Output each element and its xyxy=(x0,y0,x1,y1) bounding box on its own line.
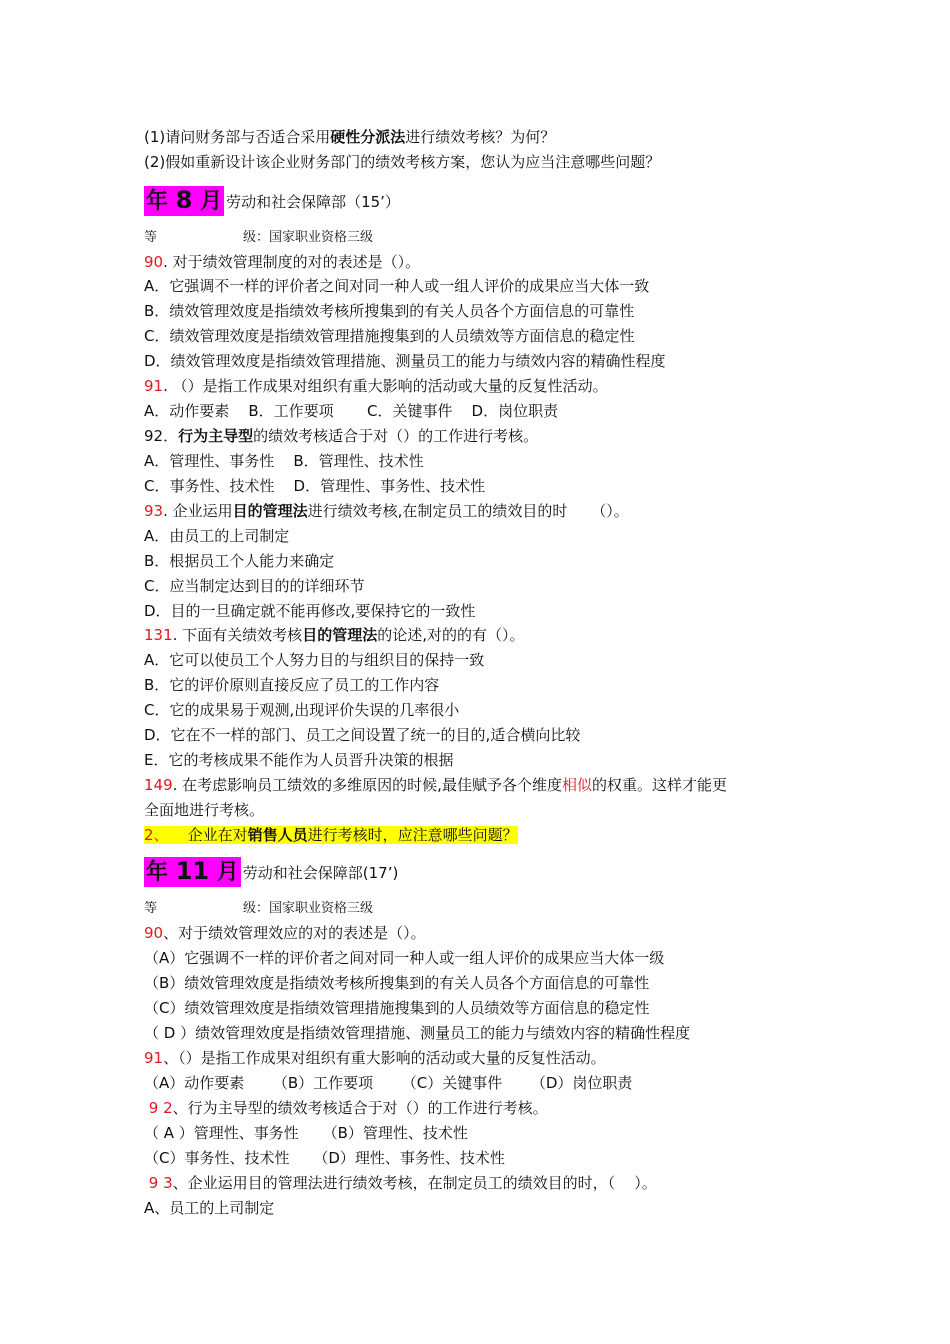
heading-highlight xyxy=(144,186,224,216)
question-149 xyxy=(144,774,727,796)
intro-question-2: (2)假如重新设计该企业财务部门的绩效考核方案，您认为应当注意哪些问题？ xyxy=(144,153,661,171)
heading-month: 月 xyxy=(216,860,239,885)
options-row: （A）动作要素 （B）工作要项 （C）关键事件 （D）岗位职责 xyxy=(144,1074,633,1092)
question-number: 91 xyxy=(144,1049,164,1067)
option-e: E．它的考核成果不能作为人员晋升决策的根据 xyxy=(144,751,454,769)
option-d: D．绩效管理效度是指绩效管理措施、测量员工的能力与绩效内容的精确性程度 xyxy=(144,352,666,370)
question-90 xyxy=(144,922,426,944)
question-text: 、行为主导型的绩效考核适合于对（）的工作进行考核。 xyxy=(172,1099,548,1117)
question-91 xyxy=(144,1047,606,1069)
question-text-end: 的论述,对的的有（）。 xyxy=(377,626,525,644)
heading-month: 月 xyxy=(200,189,223,214)
intro-q1-text: (1)请问财务部与否适合采用 xyxy=(144,128,331,146)
question-text: . 对于绩效管理制度的对的表述是（）。 xyxy=(163,253,421,271)
intro-q1-bold: 硬性分派法 xyxy=(330,128,406,146)
level-value: 级：国家职业资格三级 xyxy=(243,230,374,245)
section-heading-november xyxy=(144,857,398,887)
highlight-box xyxy=(144,826,518,844)
question-text: 、（）是指工作成果对组织有重大影响的活动或大量的反复性活动。 xyxy=(163,1049,606,1067)
option-c: C．它的成果易于观测,出现评价失误的几率很小 xyxy=(144,701,460,719)
level-value: 级：国家职业资格三级 xyxy=(243,901,374,916)
question-number: 131 xyxy=(144,626,173,644)
question-number: 93 xyxy=(144,502,164,520)
option-d: （ D ）绩效管理效度是指绩效管理措施、测量员工的能力与绩效内容的精确性程度 xyxy=(144,1024,691,1042)
option-a: A、员工的上司制定 xyxy=(144,1199,275,1217)
question-149-continuation: 全面地进行考核。 xyxy=(144,801,265,819)
question-text: 企业在对 xyxy=(168,826,248,844)
option-a: （A）它强调不一样的评价者之间对同一种人或一组人评价的成果应当大体一级 xyxy=(144,949,665,967)
heading-org: 劳动和社会保障部（15’） xyxy=(226,192,400,211)
question-93 xyxy=(144,500,629,522)
question-text-end: 的权重。这样才能更 xyxy=(591,776,727,794)
option-b: B．绩效管理效度是指绩效考核所搜集到的有关人员各个方面信息的可靠性 xyxy=(144,302,635,320)
heading-month-number: 8 xyxy=(175,186,193,214)
options-row: A．动作要素 B．工作要项 C．关键事件 D．岗位职责 xyxy=(144,402,559,420)
option-c: C．绩效管理效度是指绩效管理措施搜集到的人员绩效等方面信息的稳定性 xyxy=(144,327,635,345)
options-row: A．管理性、事务性 B．管理性、技术性 xyxy=(144,452,424,470)
question-93 xyxy=(144,1172,657,1194)
question-text: . 下面有关绩效考核 xyxy=(172,626,303,644)
heading-year: 年 xyxy=(146,860,169,885)
heading-month-number: 11 xyxy=(175,857,210,885)
question-bold: 销售人员 xyxy=(247,826,308,844)
option-b: （B）绩效管理效度是指绩效考核所搜集到的有关人员各个方面信息的可靠性 xyxy=(144,974,650,992)
question-bold: 目的管理法 xyxy=(302,626,378,644)
question-number: 9 3 xyxy=(144,1174,173,1192)
option-a: A．由员工的上司制定 xyxy=(144,527,290,545)
question-text: . 在考虑影响员工绩效的多维原因的时候,最佳赋予各个维度 xyxy=(172,776,562,794)
question-bold: 行为主导型 xyxy=(178,427,254,445)
question-92 xyxy=(144,425,538,447)
question-text: 、对于绩效管理效应的对的表述是（）。 xyxy=(163,924,426,942)
option-c: （C）绩效管理效度是指绩效管理措施搜集到的人员绩效等方面信息的稳定性 xyxy=(144,999,650,1017)
question-91 xyxy=(144,375,608,397)
question-number: 91 xyxy=(144,377,164,395)
question-number: 90 xyxy=(144,924,164,942)
question-number: 92． xyxy=(144,427,179,445)
question-92 xyxy=(144,1097,548,1119)
level-label: 等 xyxy=(144,230,158,245)
heading-org: 劳动和社会保障部(17’) xyxy=(242,863,399,882)
question-90 xyxy=(144,251,420,273)
question-number: 149 xyxy=(144,776,173,794)
intro-q1-text-end: 进行绩效考核？为何？ xyxy=(405,128,556,146)
heading-highlight xyxy=(144,857,241,887)
level-line xyxy=(144,227,373,249)
intro-question-1 xyxy=(144,126,555,148)
option-a: A．它可以使员工个人努力目的与组织目的保持一致 xyxy=(144,651,485,669)
question-text: 、企业运用目的管理法进行绩效考核，在制定员工的绩效目的时，（ ）。 xyxy=(172,1174,657,1192)
options-row: （C）事务性、技术性 （D）理性、事务性、技术性 xyxy=(144,1149,505,1167)
option-b: B．它的评价原则直接反应了员工的工作内容 xyxy=(144,676,440,694)
question-text-end: 进行考核时，应注意哪些问题？ xyxy=(307,826,518,844)
question-number: 90 xyxy=(144,253,164,271)
question-text-end: 进行绩效考核,在制定员工的绩效目的时 （）。 xyxy=(307,502,629,520)
options-row: （ A ）管理性、事务性 （B）管理性、技术性 xyxy=(144,1124,468,1142)
question-highlight-word: 相似 xyxy=(561,776,592,794)
option-d: D．它在不一样的部门、员工之间设置了统一的目的,适合横向比较 xyxy=(144,726,581,744)
question-text: . （）是指工作成果对组织有重大影响的活动或大量的反复性活动。 xyxy=(163,377,608,395)
question-number: 9 2 xyxy=(144,1099,173,1117)
option-c: C．应当制定达到目的的详细环节 xyxy=(144,577,365,595)
question-text: 的绩效考核适合于对（）的工作进行考核。 xyxy=(253,427,539,445)
question-bold: 目的管理法 xyxy=(232,502,308,520)
option-b: B．根据员工个人能力来确定 xyxy=(144,552,335,570)
question-text: . 企业运用 xyxy=(163,502,233,520)
question-131 xyxy=(144,624,524,646)
question-2-sales xyxy=(144,824,518,846)
section-heading-august xyxy=(144,186,400,216)
options-row: C．事务性、技术性 D．管理性、事务性、技术性 xyxy=(144,477,486,495)
level-label: 等 xyxy=(144,901,158,916)
question-number: 2、 xyxy=(144,826,169,844)
option-d: D．目的一旦确定就不能再修改,要保持它的一致性 xyxy=(144,602,476,620)
level-line xyxy=(144,898,373,920)
option-a: A．它强调不一样的评价者之间对同一种人或一组人评价的成果应当大体一致 xyxy=(144,277,650,295)
heading-year: 年 xyxy=(146,189,169,214)
